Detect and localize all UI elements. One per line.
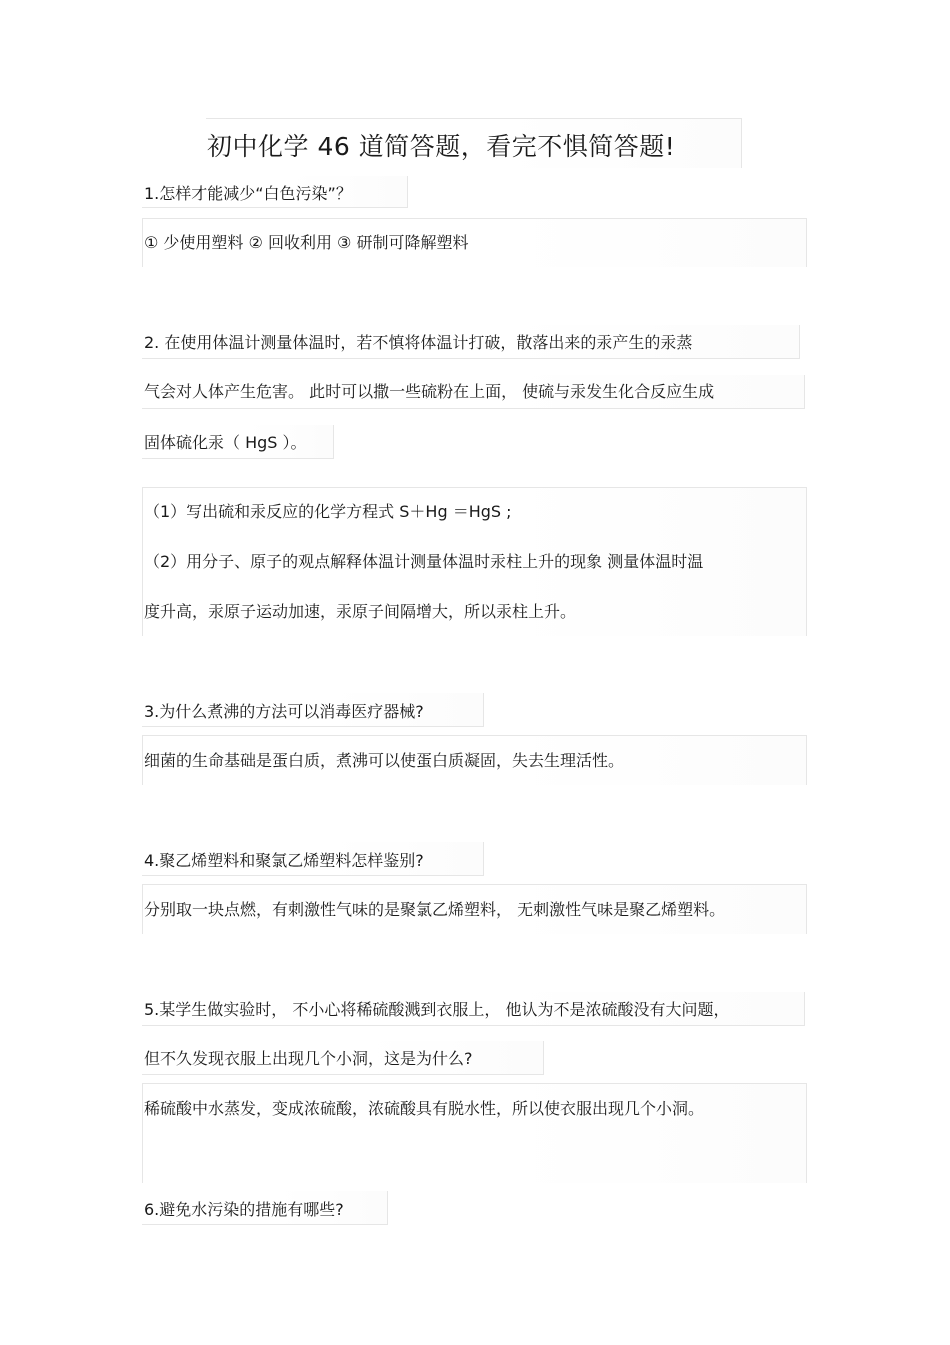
q5-question-line-2: 但不久发现衣服上出现几个小洞，这是为什么? xyxy=(144,1049,473,1068)
q2-answer-line-3: 度升高，汞原子运动加速，汞原子间隔增大，所以汞柱上升。 xyxy=(144,602,577,621)
q2-question-line-1: 2. 在使用体温计测量体温时，若不慎将体温计打破，散落出来的汞产生的汞蒸 xyxy=(144,333,693,352)
q2-answer-line-2: （2）用分子、原子的观点解释体温计测量体温时汞柱上升的现象 测量体温时温 xyxy=(144,552,704,571)
q2-question-line-3: 固体硫化汞（ HgS ）。 xyxy=(144,433,307,452)
q6-question: 6.避免水污染的措施有哪些? xyxy=(144,1200,344,1219)
q1-answer: ① 少使用塑料 ② 回收利用 ③ 研制可降解塑料 xyxy=(144,233,469,252)
q2-question-line-2: 气会对人体产生危害。 此时可以撒一些硫粉在上面， 使硫与汞发生化合反应生成 xyxy=(144,382,715,401)
q3-question: 3.为什么煮沸的方法可以消毒医疗器械? xyxy=(144,702,424,721)
q5-answer: 稀硫酸中水蒸发，变成浓硫酸，浓硫酸具有脱水性，所以使衣服出现几个小洞。 xyxy=(144,1099,705,1118)
q4-question: 4.聚乙烯塑料和聚氯乙烯塑料怎样鉴别? xyxy=(144,851,424,870)
q5-answer-box xyxy=(142,1083,807,1183)
q5-question-line-1: 5.某学生做实验时， 不小心将稀硫酸溅到衣服上， 他认为不是浓硫酸没有大问题， xyxy=(144,1000,730,1019)
page-title: 初中化学 46 道简答题，看完不惧简答题! xyxy=(207,132,676,161)
q2-answer-line-1: （1）写出硫和汞反应的化学方程式 S＋Hg ＝HgS ; xyxy=(144,502,512,521)
q3-answer: 细菌的生命基础是蛋白质，煮沸可以使蛋白质凝固，失去生理活性。 xyxy=(144,751,625,770)
q1-question: 1.怎样才能减少“白色污染”？ xyxy=(144,184,352,203)
q4-answer: 分别取一块点燃，有刺激性气味的是聚氯乙烯塑料， 无刺激性气味是聚乙烯塑料。 xyxy=(144,900,726,919)
